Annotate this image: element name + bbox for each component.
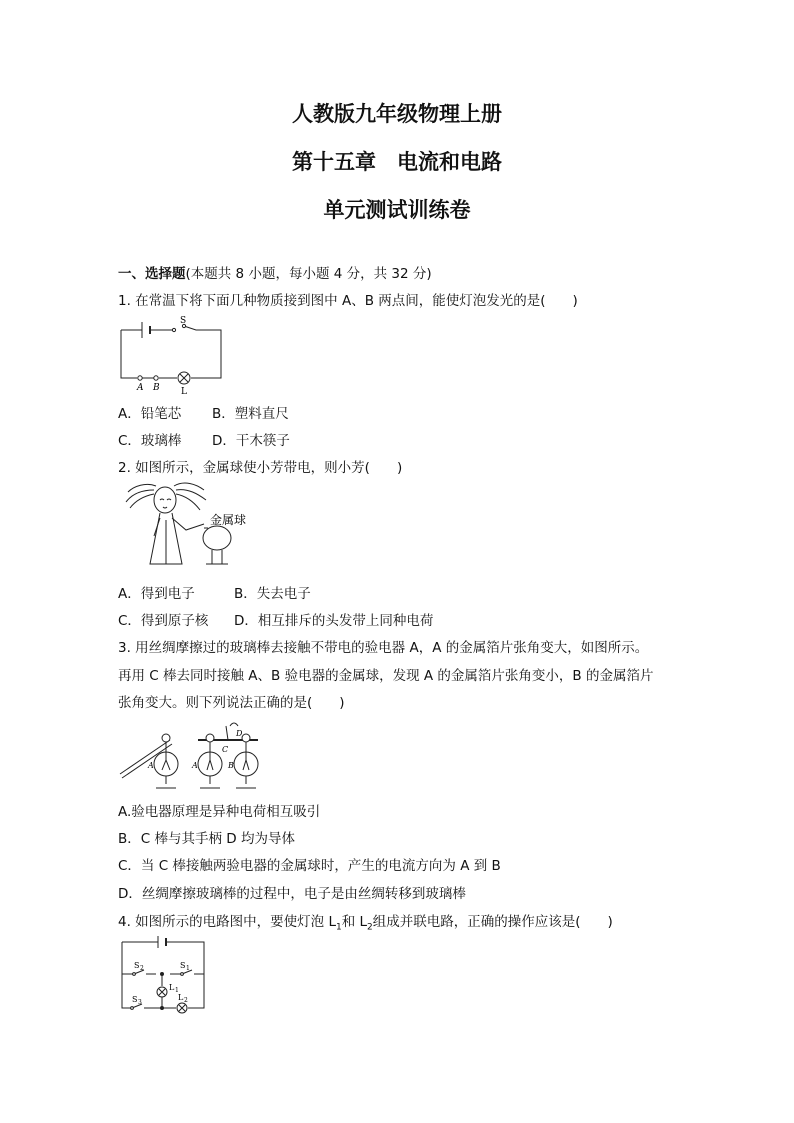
chapter-title: 第十五章 电流和电路	[292, 150, 502, 174]
q3-option-b: B．C 棒与其手柄 D 均为导体	[118, 831, 295, 847]
doc-title: 人教版九年级物理上册	[292, 102, 502, 126]
section-label: 一、选择题	[118, 266, 186, 282]
q4-label-s2-sub: 2	[140, 965, 144, 972]
q4-label-l1: L	[169, 983, 175, 992]
q3-stem-line3: 张角变大。则下列说法正确的是( )	[118, 695, 345, 711]
section-info: (本题共 8 小题，每小题 4 分，共 32 分)	[185, 266, 432, 282]
q3-label-c: C	[222, 745, 229, 754]
q1-option-a: A．铅笔芯	[118, 406, 182, 422]
q4-circuit-figure	[116, 934, 212, 1018]
q4-label-s3: S	[132, 995, 138, 1004]
q3-option-a: A.验电器原理是异种电荷相互吸引	[118, 804, 321, 820]
q4-label-l2: L	[178, 993, 184, 1002]
q2-girl-figure	[124, 480, 254, 570]
q4-stem-suffix: 组成并联电路，正确的操作应该是( )	[372, 914, 613, 930]
q1-label-lamp: L	[181, 387, 187, 396]
q1-option-b: B．塑料直尺	[212, 406, 289, 422]
q2-option-b: B．失去电子	[234, 586, 311, 602]
q4-stem-prefix: 4. 如图所示的电路图中，要使灯泡 L	[118, 914, 336, 930]
q1-option-d: D．干木筷子	[212, 433, 290, 449]
q3-electroscope-figure	[118, 716, 268, 792]
q3-label-d: D	[236, 729, 243, 738]
q2-option-c: C．得到原子核	[118, 613, 209, 629]
q4-stem-mid: 和 L	[341, 914, 368, 930]
q2-option-d: D．相互排斥的头发带上同种电荷	[234, 613, 434, 629]
q3-option-d: D．丝绸摩擦玻璃棒的过程中，电子是由丝绸转移到玻璃棒	[118, 886, 466, 902]
q4-label-s1-sub: 1	[186, 965, 190, 972]
q2-label-ball: 金属球	[210, 513, 247, 527]
q1-label-switch: S	[180, 316, 187, 326]
q3-option-c: C．当 C 棒接触两验电器的金属球时，产生的电流方向为 A 到 B	[118, 858, 501, 874]
q3-label-a1: A	[148, 761, 154, 770]
q4-label-l1-sub: 1	[175, 987, 179, 994]
q4-label-s3-sub: 3	[138, 999, 142, 1006]
test-subtitle: 单元测试训练卷	[323, 198, 471, 222]
q4-label-s2: S	[134, 961, 140, 970]
section-heading	[118, 262, 432, 282]
q4-label-l2-sub: 2	[184, 997, 188, 1004]
q4-sub-2: 2	[367, 922, 373, 933]
q3-stem-line1: 3. 用丝绸摩擦过的玻璃棒去接触不带电的验电器 A，A 的金属箔片张角变大，如图所示。	[118, 640, 649, 656]
q2-stem: 2. 如图所示，金属球使小芳带电，则小芳( )	[118, 460, 403, 476]
q3-label-a2: A	[192, 761, 198, 770]
q3-stem-line2: 再用 C 棒去同时接触 A、B 验电器的金属球，发现 A 的金属箔片张角变小，B 的金属箔片	[118, 668, 654, 684]
q2-option-a: A．得到电子	[118, 586, 195, 602]
q1-label-b: B	[153, 383, 160, 393]
q4-stem	[118, 910, 613, 933]
q4-sub-1: 1	[335, 922, 342, 933]
q1-stem: 1. 在常温下将下面几种物质接到图中 A、B 两点间，能使灯泡发光的是( )	[118, 293, 578, 309]
q4-label-s1: S	[180, 961, 186, 970]
q1-option-c: C．玻璃棒	[118, 433, 182, 449]
q1-circuit-figure	[116, 312, 226, 396]
q1-label-a: A	[137, 383, 144, 393]
q3-label-b: B	[228, 761, 234, 770]
